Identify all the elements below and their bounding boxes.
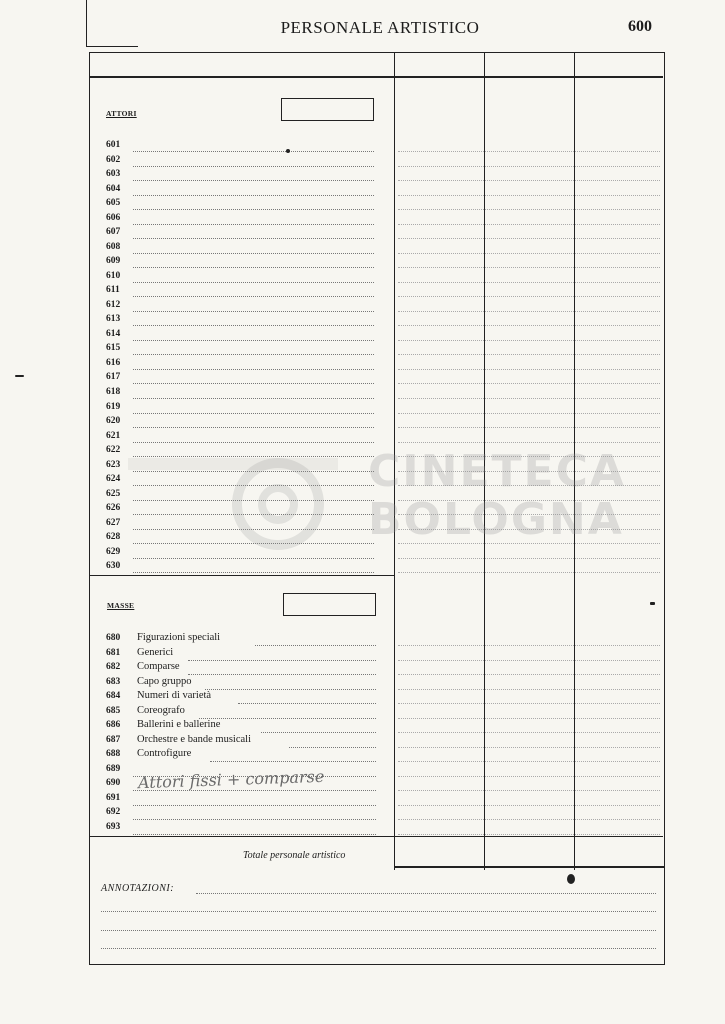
masse-row-number: 688 xyxy=(106,749,121,759)
masse-label: MASSE xyxy=(107,601,135,610)
amount-rule xyxy=(398,209,660,210)
amount-rule xyxy=(398,383,660,384)
attori-row-line xyxy=(133,180,374,181)
amount-rule xyxy=(398,703,660,704)
annotation-line-3 xyxy=(101,930,656,931)
attori-row-number: 616 xyxy=(106,357,121,368)
attori-row-line xyxy=(133,354,374,355)
amount-rule xyxy=(398,529,660,530)
masse-row-line xyxy=(205,689,376,690)
attori-row-line xyxy=(133,282,374,283)
margin-tick xyxy=(86,46,138,47)
amount-rule xyxy=(398,790,660,791)
amount-rule xyxy=(398,572,660,573)
masse-row-line xyxy=(188,674,376,675)
amount-rule xyxy=(398,325,660,326)
attori-row-line xyxy=(133,267,374,268)
attori-row-line xyxy=(133,427,374,428)
masse-row-line xyxy=(133,834,376,835)
masse-row-number: 683 xyxy=(106,676,121,687)
masse-row-label: Controfigure xyxy=(137,748,192,759)
amount-rule xyxy=(398,543,660,544)
amount-rule xyxy=(398,718,660,719)
attori-row-line xyxy=(133,369,374,370)
amount-rule xyxy=(398,732,660,733)
masse-row-label: Coreografo xyxy=(137,704,185,716)
attori-row-number: 603 xyxy=(106,169,121,180)
masse-row-number: 690 xyxy=(106,778,121,788)
amount-rule xyxy=(398,442,660,443)
attori-row-number: 625 xyxy=(106,488,121,499)
amount-rule xyxy=(398,514,660,515)
ink-spot xyxy=(567,874,575,884)
attori-row-number: 614 xyxy=(106,328,121,339)
column-divider-1 xyxy=(394,52,395,870)
attori-row-line xyxy=(133,442,374,443)
masse-row-label: Capo gruppo xyxy=(137,675,192,687)
attori-row-number: 628 xyxy=(106,532,121,543)
masse-row-line xyxy=(238,703,376,704)
masse-row-number: 681 xyxy=(106,647,121,658)
attori-row-number: 602 xyxy=(106,154,121,165)
attori-row-number: 624 xyxy=(106,474,121,485)
masse-row-line xyxy=(199,718,376,719)
masse-row-label: Generici xyxy=(137,646,174,658)
attori-row-number: 610 xyxy=(106,270,121,281)
masse-row-number: 687 xyxy=(106,734,121,745)
attori-row-line xyxy=(133,311,374,312)
annotation-line-2 xyxy=(101,911,656,912)
attori-row-number: 618 xyxy=(106,387,121,397)
amount-rule xyxy=(398,761,660,762)
page-number: 600 xyxy=(628,18,652,35)
attori-row-number: 605 xyxy=(106,198,121,209)
masse-row-number: 682 xyxy=(106,662,121,672)
amount-rule xyxy=(398,166,660,167)
attori-label: ATTORI xyxy=(106,109,137,118)
amount-rule xyxy=(398,427,660,428)
attori-row-line xyxy=(133,151,374,152)
attori-row-line xyxy=(133,325,374,326)
margin-line xyxy=(86,0,87,46)
amount-rule xyxy=(398,151,660,152)
attori-row-number: 623 xyxy=(106,459,121,470)
masse-row-number: 684 xyxy=(106,691,121,701)
watermark-line-2: BOLOGNA xyxy=(368,494,624,545)
masse-row-line xyxy=(133,819,376,820)
attori-row-number: 615 xyxy=(106,343,121,354)
attori-row-number: 629 xyxy=(106,546,121,557)
attori-row-number: 604 xyxy=(106,183,121,194)
attori-row-number: 611 xyxy=(106,285,120,296)
amount-rule xyxy=(398,253,660,254)
amount-rule xyxy=(398,340,660,341)
amount-rule xyxy=(398,776,660,777)
masse-total-box xyxy=(283,593,376,616)
amount-rule xyxy=(398,413,660,414)
masse-row-line xyxy=(210,761,376,762)
masse-row-line xyxy=(188,660,376,661)
attori-row-number: 608 xyxy=(106,241,121,252)
masse-row-number: 692 xyxy=(106,807,121,817)
masse-row-label: Comparse xyxy=(137,661,180,672)
attori-row-line xyxy=(133,238,374,239)
form-frame xyxy=(89,52,665,965)
masse-row-line xyxy=(133,805,376,806)
masse-row-number: 693 xyxy=(106,821,121,832)
amount-rule xyxy=(398,267,660,268)
amount-rule xyxy=(398,689,660,690)
masse-row-line xyxy=(261,732,376,733)
handwritten-note: Attori fissi + comparse xyxy=(137,766,325,793)
amount-rule xyxy=(398,195,660,196)
amount-rule xyxy=(398,471,660,472)
amount-rule xyxy=(398,456,660,457)
masse-row-label: Ballerini e ballerine xyxy=(137,719,221,730)
amount-rule xyxy=(398,398,660,399)
watermark-line-1: CINETECA xyxy=(368,446,626,497)
total-label: Totale personale artistico xyxy=(243,850,346,861)
amount-rule xyxy=(398,369,660,370)
attori-row-number: 607 xyxy=(106,227,121,238)
amount-rule xyxy=(398,500,660,501)
annotations-label: ANNOTAZIONI: xyxy=(101,883,175,894)
attori-row-line xyxy=(133,296,374,297)
attori-row-line xyxy=(133,398,374,399)
ink-mark xyxy=(650,602,655,605)
masse-row-number: 686 xyxy=(106,720,121,730)
masse-row-label: Numeri di varietà xyxy=(137,690,212,701)
attori-row-number: 613 xyxy=(106,314,121,325)
margin-mark xyxy=(15,375,24,377)
section-separator xyxy=(89,575,394,576)
attori-row-line xyxy=(133,558,374,559)
amount-rule xyxy=(398,282,660,283)
attori-row-line xyxy=(133,209,374,210)
amount-rule xyxy=(398,224,660,225)
attori-row-number: 617 xyxy=(106,372,121,383)
attori-row-number: 620 xyxy=(106,416,121,427)
amount-rule xyxy=(398,660,660,661)
masse-row-line xyxy=(255,645,376,646)
attori-row-number: 627 xyxy=(106,517,121,528)
amount-rule xyxy=(398,558,660,559)
ink-spot xyxy=(286,149,290,153)
attori-row-number: 626 xyxy=(106,503,121,514)
amount-rule xyxy=(398,834,660,835)
attori-row-line xyxy=(133,340,374,341)
attori-row-line xyxy=(133,224,374,225)
amount-rule xyxy=(398,645,660,646)
masse-row-number: 691 xyxy=(106,792,121,803)
amount-rule xyxy=(398,238,660,239)
total-top-line xyxy=(89,836,663,837)
attori-row-line xyxy=(133,166,374,167)
attori-row-number: 612 xyxy=(106,299,121,310)
amount-rule xyxy=(398,674,660,675)
attori-row-line xyxy=(133,413,374,414)
amount-rule xyxy=(398,296,660,297)
attori-row-line xyxy=(133,253,374,254)
amount-rule xyxy=(398,311,660,312)
attori-total-box xyxy=(281,98,374,121)
attori-row-number: 619 xyxy=(106,401,121,412)
attori-row-line xyxy=(133,383,374,384)
amount-rule xyxy=(398,180,660,181)
masse-row-number: 689 xyxy=(106,763,121,774)
attori-row-number: 630 xyxy=(106,561,121,572)
amount-rule xyxy=(398,485,660,486)
page-title: PERSONALE ARTISTICO xyxy=(280,18,480,37)
total-bottom-line xyxy=(394,866,665,868)
attori-row-line xyxy=(133,195,374,196)
amount-rule xyxy=(398,805,660,806)
attori-row-number: 606 xyxy=(106,212,121,223)
annotation-line-4 xyxy=(101,948,656,949)
attori-row-number: 609 xyxy=(106,256,121,267)
watermark-logo-inner xyxy=(258,484,298,524)
amount-rule xyxy=(398,819,660,820)
annotation-line-1 xyxy=(196,893,656,894)
masse-row-number: 680 xyxy=(106,633,121,643)
masse-row-label: Orchestre e bande musicali xyxy=(137,733,251,745)
attori-row-number: 622 xyxy=(106,445,121,456)
amount-rule xyxy=(398,747,660,748)
header-band-line xyxy=(89,76,663,78)
attori-row-line xyxy=(133,572,374,573)
attori-row-line xyxy=(133,456,374,457)
attori-row-number: 601 xyxy=(106,140,121,150)
masse-row-line xyxy=(289,747,376,748)
attori-row-number: 621 xyxy=(106,430,121,441)
amount-rule xyxy=(398,354,660,355)
masse-row-number: 685 xyxy=(106,705,121,716)
masse-row-label: Figurazioni speciali xyxy=(137,632,221,643)
